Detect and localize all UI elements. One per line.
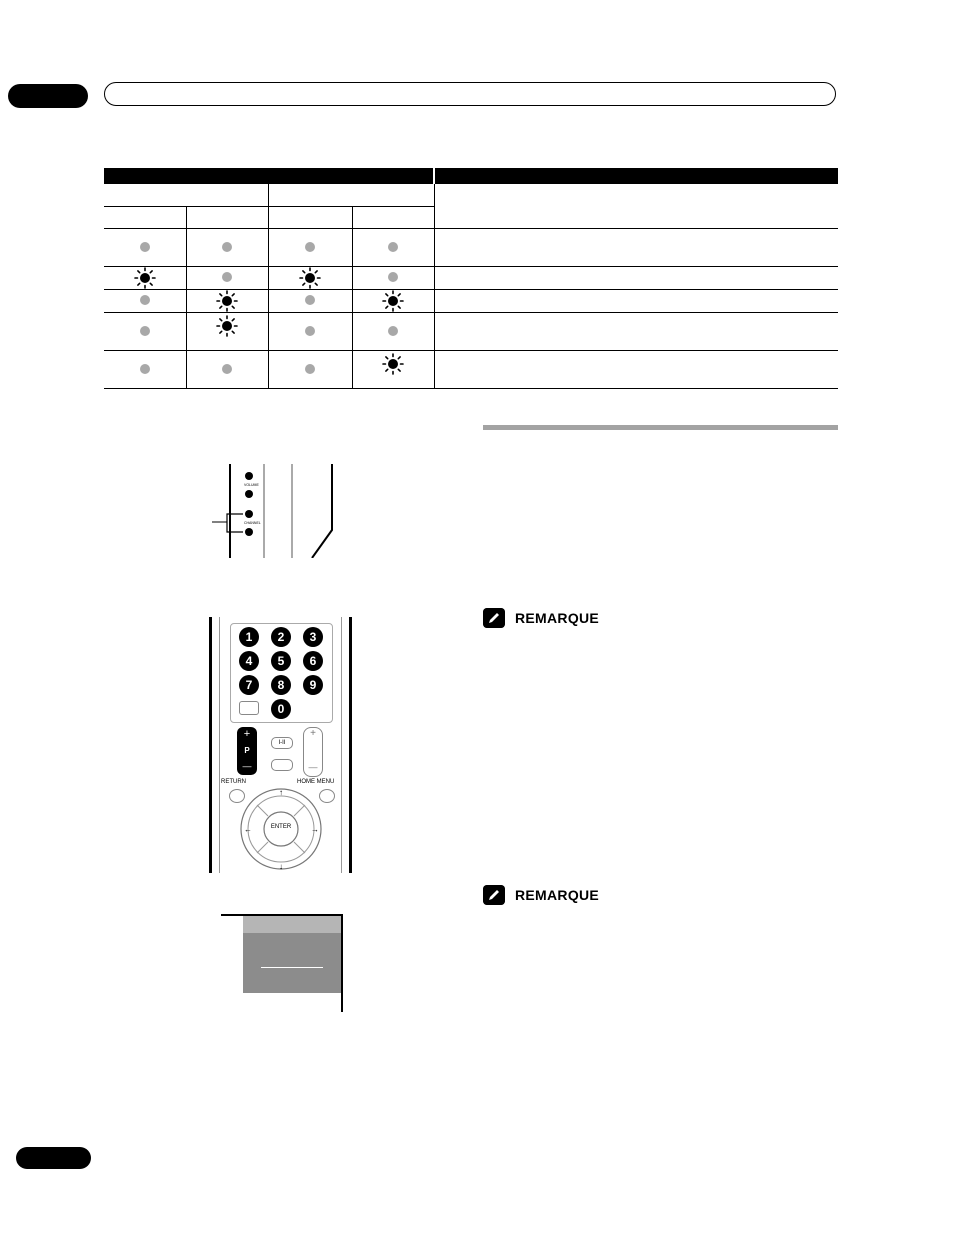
led-blinking-icon bbox=[382, 290, 404, 312]
led-blinking-icon bbox=[216, 290, 238, 312]
led-off-icon bbox=[305, 295, 315, 305]
volume-down-button[interactable] bbox=[245, 490, 253, 498]
led-off-icon bbox=[388, 326, 398, 336]
arrow-left-icon: ← bbox=[244, 825, 252, 834]
row-description bbox=[434, 228, 838, 266]
digit-7-button[interactable]: 7 bbox=[239, 675, 259, 695]
input-button[interactable] bbox=[239, 701, 259, 715]
led-blinking-icon bbox=[299, 267, 321, 289]
led-blinking-icon bbox=[216, 315, 238, 337]
led-cell bbox=[352, 228, 434, 266]
header-title-bar bbox=[104, 82, 836, 106]
audio-button[interactable]: I-II bbox=[271, 737, 293, 749]
pencil-icon bbox=[483, 608, 505, 628]
led-cell bbox=[186, 228, 268, 266]
mute-button[interactable] bbox=[271, 759, 293, 771]
menu-title-bar bbox=[243, 916, 341, 933]
group-header-1 bbox=[104, 184, 268, 206]
led-cell bbox=[352, 289, 434, 312]
table-row bbox=[104, 228, 838, 266]
sub-header-4 bbox=[352, 206, 434, 228]
table-row bbox=[104, 350, 838, 388]
led-off-icon bbox=[222, 272, 232, 282]
led-off-icon bbox=[388, 242, 398, 252]
led-cell bbox=[104, 266, 186, 289]
panel-volume-label: VOLUME bbox=[244, 483, 259, 487]
panel-channel-label: CHANNEL bbox=[244, 521, 261, 525]
led-cell bbox=[186, 312, 268, 350]
led-cell bbox=[104, 350, 186, 388]
led-cell bbox=[268, 266, 352, 289]
arrow-down-icon: ↓ bbox=[279, 862, 283, 871]
sub-header-1 bbox=[104, 206, 186, 228]
row-description bbox=[434, 289, 838, 312]
digit-6-button[interactable]: 6 bbox=[303, 651, 323, 671]
led-cell bbox=[352, 266, 434, 289]
sub-header-2 bbox=[186, 206, 268, 228]
arrow-up-icon: ↑ bbox=[279, 788, 283, 797]
led-cell bbox=[352, 312, 434, 350]
channel-plus-label: + bbox=[243, 728, 251, 740]
led-cell bbox=[268, 228, 352, 266]
channel-up-button[interactable] bbox=[245, 510, 253, 518]
remote-control-illustration bbox=[209, 617, 352, 874]
table-row bbox=[104, 289, 838, 312]
led-off-icon bbox=[140, 242, 150, 252]
menu-panel bbox=[243, 933, 341, 993]
table-header-description bbox=[434, 168, 838, 184]
led-cell bbox=[104, 228, 186, 266]
led-off-icon bbox=[222, 364, 232, 374]
note-label: REMARQUE bbox=[515, 610, 600, 626]
led-off-icon bbox=[140, 364, 150, 374]
led-off-icon bbox=[305, 242, 315, 252]
led-off-icon bbox=[140, 326, 150, 336]
screen-menu-illustration bbox=[221, 914, 343, 1012]
enter-button[interactable]: ENTER bbox=[270, 824, 292, 830]
digit-1-button[interactable]: 1 bbox=[239, 627, 259, 647]
led-cell bbox=[186, 289, 268, 312]
led-cell bbox=[268, 312, 352, 350]
digit-5-button[interactable]: 5 bbox=[271, 651, 291, 671]
digit-2-button[interactable]: 2 bbox=[271, 627, 291, 647]
led-off-icon bbox=[388, 272, 398, 282]
digit-9-button[interactable]: 9 bbox=[303, 675, 323, 695]
led-cell bbox=[352, 350, 434, 388]
note-label: REMARQUE bbox=[515, 887, 600, 903]
table-row bbox=[104, 266, 838, 289]
channel-p-label: P bbox=[244, 746, 250, 755]
note-heading-1 bbox=[483, 608, 599, 628]
digit-3-button[interactable]: 3 bbox=[303, 627, 323, 647]
home-menu-label: HOME MENU bbox=[297, 779, 335, 785]
description-header bbox=[434, 184, 838, 228]
row-description bbox=[434, 350, 838, 388]
digit-0-button[interactable]: 0 bbox=[271, 699, 291, 719]
menu-input-line bbox=[261, 967, 323, 968]
led-cell bbox=[186, 350, 268, 388]
led-off-icon bbox=[140, 295, 150, 305]
led-cell bbox=[268, 289, 352, 312]
volume-plus-label: + bbox=[310, 728, 316, 739]
led-cell bbox=[186, 266, 268, 289]
led-cell bbox=[268, 350, 352, 388]
digit-8-button[interactable]: 8 bbox=[271, 675, 291, 695]
channel-down-button[interactable] bbox=[245, 528, 253, 536]
sub-header-3 bbox=[268, 206, 352, 228]
digit-4-button[interactable]: 4 bbox=[239, 651, 259, 671]
channel-minus-label: — bbox=[242, 761, 252, 771]
volume-minus-label: — bbox=[308, 762, 318, 772]
led-off-icon bbox=[305, 364, 315, 374]
page-number-tab bbox=[16, 1147, 91, 1169]
led-off-icon bbox=[222, 242, 232, 252]
group-header-2 bbox=[268, 184, 434, 206]
volume-up-button[interactable] bbox=[245, 472, 253, 480]
row-description bbox=[434, 266, 838, 289]
table-header-indicators bbox=[104, 168, 434, 184]
arrow-right-icon: → bbox=[311, 825, 319, 834]
led-cell bbox=[104, 312, 186, 350]
pencil-icon bbox=[483, 885, 505, 905]
note-heading-2 bbox=[483, 885, 599, 905]
led-blinking-icon bbox=[382, 353, 404, 375]
section-rule bbox=[483, 425, 838, 430]
row-description bbox=[434, 312, 838, 350]
chapter-tab bbox=[8, 84, 88, 108]
led-status-table bbox=[104, 168, 838, 389]
led-off-icon bbox=[305, 326, 315, 336]
led-blinking-icon bbox=[134, 267, 156, 289]
front-panel-illustration bbox=[200, 464, 345, 558]
return-label: RETURN bbox=[221, 779, 246, 785]
led-cell bbox=[104, 289, 186, 312]
table-row bbox=[104, 312, 838, 350]
